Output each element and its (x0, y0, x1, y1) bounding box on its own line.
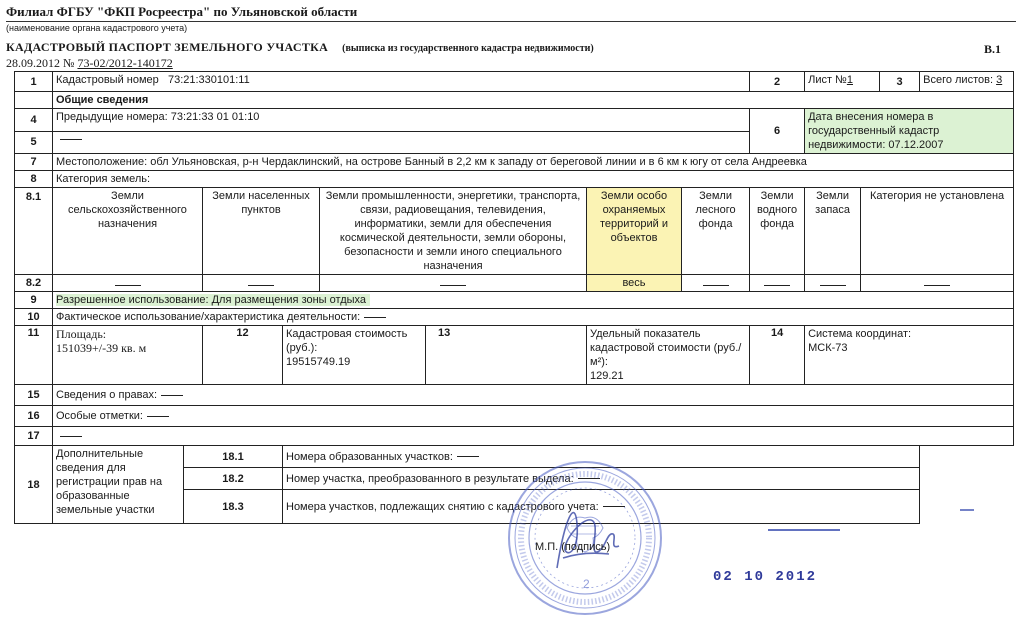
actual-use-cell (53, 309, 1014, 326)
document-title (6, 40, 594, 55)
cadastral-number: 73:21:330101:11 (167, 74, 250, 86)
value-forest (682, 275, 750, 292)
area-cell (53, 326, 203, 385)
land-category-label: Категория земель: (53, 171, 1014, 188)
row-num-4: 4 (15, 109, 53, 132)
value-protected: весь (587, 275, 682, 292)
document-number: 73-02/2012-140172 (77, 56, 173, 70)
empty-dash (161, 395, 183, 396)
empty-dash (364, 317, 386, 318)
signature-label: М.П. (подпись) (535, 541, 611, 553)
sheet-number-cell (805, 72, 880, 92)
blank-cell (920, 490, 1014, 524)
row-5-value (53, 131, 750, 154)
blank-cell (920, 468, 1014, 490)
document-subtitle: (выписка из государственного кадастра недвижимости) (342, 43, 594, 54)
permitted-use: Разрешенное использование: Для размещения зоны отдыха (56, 294, 370, 306)
organization-name: Филиал ФГБУ "ФКП Росреестра" по Ульяновской области (6, 4, 358, 19)
cadastral-cost-label: Кадастровая стоимость (руб.): (286, 328, 408, 354)
seal-number: 2 (583, 577, 590, 591)
special-notes-cell (53, 406, 1014, 427)
total-sheets: 3 (996, 74, 1003, 86)
signature-mark (960, 509, 974, 511)
total-sheets-label: Всего листов: (923, 74, 994, 86)
value-agricultural (53, 275, 203, 292)
empty-dash (147, 416, 169, 417)
row-num-3: 3 (880, 72, 920, 92)
row-num-18: 18 (15, 446, 53, 524)
category-agricultural: Земли сельскохозяйственного назначения (53, 188, 203, 275)
cadastral-cost: 19515749.19 (286, 356, 351, 368)
empty-dash (440, 285, 466, 286)
row-num-8-1: 8.1 (15, 188, 53, 275)
empty-dash (764, 285, 790, 286)
empty-dash (703, 285, 729, 286)
official-seal-icon (505, 458, 665, 618)
row-num-10: 10 (15, 309, 53, 326)
title-text: КАДАСТРОВЫЙ ПАСПОРТ ЗЕМЕЛЬНОГО УЧАСТКА (6, 40, 329, 54)
category-protected: Земли особо охраняемых территорий и объектов (587, 188, 682, 275)
row-num-18-2: 18.2 (184, 468, 283, 490)
document-date: 28.09.2012 (6, 56, 60, 70)
empty-dash (60, 436, 82, 437)
empty-dash (248, 285, 274, 286)
allocated-plot: Номер участка, преобразованного в результате выдела: (286, 472, 574, 485)
coordinate-system-cell (805, 326, 1014, 385)
sheet-label: Лист № (808, 74, 847, 86)
specific-cost-cell (587, 326, 750, 385)
stamp-date: 02 10 2012 (713, 569, 818, 585)
additional-info: Дополнительные сведения для регистрации прав на образованные земельные участки (53, 446, 184, 524)
rights-info: Сведения о правах: (56, 389, 158, 401)
row-num-18-1: 18.1 (184, 446, 283, 468)
empty-dash (924, 285, 950, 286)
value-settlements (203, 275, 320, 292)
value-water (750, 275, 805, 292)
cadastral-cost-cell (283, 326, 426, 385)
row-num-14: 14 (750, 326, 805, 385)
row-17-value (53, 427, 1014, 446)
empty-dash (115, 285, 141, 286)
permitted-use-cell (53, 292, 1014, 309)
row-num-18-3: 18.3 (184, 490, 283, 524)
rights-cell (53, 385, 1014, 406)
general-num-empty (15, 92, 53, 109)
coordinate-system-label: Система координат: (808, 328, 912, 340)
area-label: Площадь: (56, 327, 107, 341)
row-num-6: 6 (750, 109, 805, 154)
specific-cost: 129.21 (590, 370, 624, 382)
number-entry-date: Дата внесения номера в государственный кадастр недвижимости: 07.12.2007 (805, 109, 1014, 154)
category-settlements: Земли населенных пунктов (203, 188, 320, 275)
row-num-7: 7 (15, 154, 53, 171)
row-num-1: 1 (15, 72, 53, 92)
category-not-set: Категория не установлена (861, 188, 1014, 275)
row-num-9: 9 (15, 292, 53, 309)
area-value: 151039+/-39 кв. м (56, 341, 147, 355)
cadastral-number-cell (53, 72, 750, 92)
value-not-set (861, 275, 1014, 292)
row-num-12: 12 (203, 326, 283, 385)
row-num-8: 8 (15, 171, 53, 188)
general-info-heading: Общие сведения (53, 92, 1014, 109)
actual-use: Фактическое использование/характеристика деятельности: (56, 311, 361, 323)
organization-note: (наименование органа кадастрового учета) (6, 23, 188, 33)
row-num-5: 5 (15, 131, 53, 154)
deregistered-plots: Номера участков, подлежащих снятию с кадастрового учета: (286, 500, 599, 513)
number-label: № (63, 56, 75, 70)
cadastral-number-label: Кадастровый номер (56, 74, 159, 86)
row-num-8-2: 8.2 (15, 275, 53, 292)
row-num-15: 15 (15, 385, 53, 406)
row-num-11: 11 (15, 326, 53, 385)
formed-plots: Номера образованных участков: (286, 450, 453, 463)
signature-mark (768, 529, 840, 531)
value-industry (320, 275, 587, 292)
row-num-16: 16 (15, 406, 53, 427)
total-sheets-cell (920, 72, 1014, 92)
specific-cost-label: Удельный показатель кадастровой стоимости (руб./м²): (590, 328, 742, 368)
value-reserve (805, 275, 861, 292)
category-reserve: Земли запаса (805, 188, 861, 275)
category-industry: Земли промышленности, энергетики, транспорта, связи, радиовещания, телевидения, информатики, земли для обеспечения космической деятельности, земли обороны, безопасности и земли иного специального назначения (320, 188, 587, 275)
document-date-number (6, 56, 173, 71)
blank-cell (920, 446, 1014, 468)
cadastral-table (14, 71, 1014, 524)
empty-dash (457, 456, 479, 457)
category-water: Земли водного фонда (750, 188, 805, 275)
row-num-2: 2 (750, 72, 805, 92)
location: Местоположение: обл Ульяновская, р-н Чердаклинский, на острове Банный в 2,2 км к западу от береговой линии и в 6 км к югу от села Андреевка (53, 154, 1014, 171)
row-num-13: 13 (426, 326, 587, 385)
category-forest: Земли лесного фонда (682, 188, 750, 275)
special-notes: Особые отметки: (56, 410, 143, 422)
empty-dash (60, 139, 82, 140)
previous-numbers: Предыдущие номера: 73:21:33 01 01:10 (53, 109, 750, 132)
row-num-17: 17 (15, 427, 53, 446)
coordinate-system: МСК-73 (808, 342, 848, 354)
empty-dash (820, 285, 846, 286)
form-code: В.1 (984, 42, 1002, 56)
sheet-number: 1 (846, 74, 853, 86)
header-underline (6, 21, 1016, 22)
